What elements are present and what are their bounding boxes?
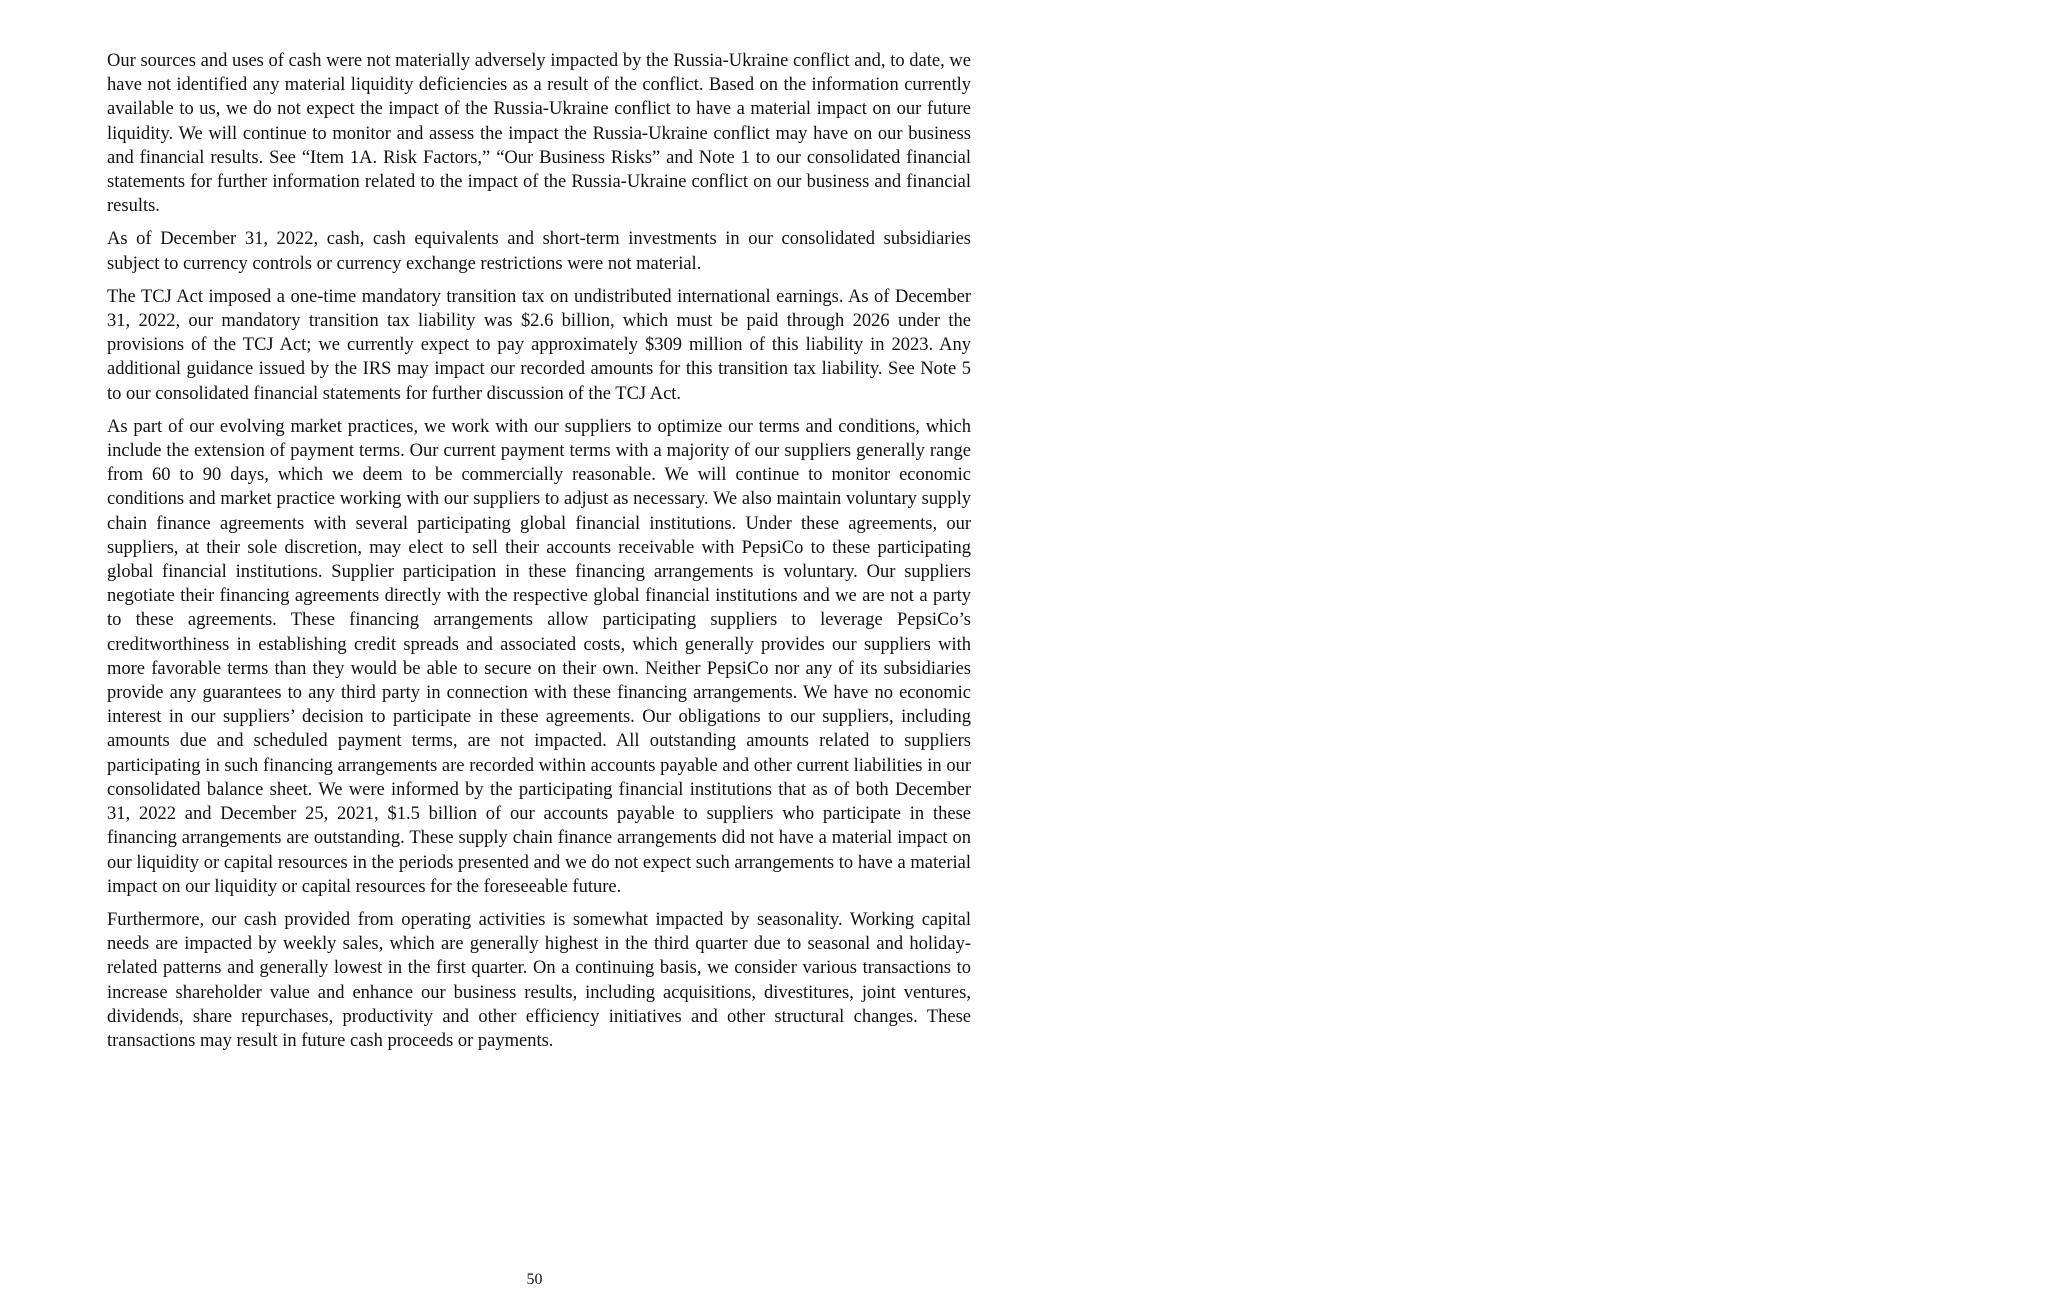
paragraph-currency-controls: As of December 31, 2022, cash, cash equivalents and short-term investments in our consolidated subsidiaries subject to currency controls or currency exchange restrictions were not material. bbox=[107, 229, 971, 274]
paragraph-tcj-act-transition-tax: The TCJ Act imposed a one-time mandatory transition tax on undistributed international earnings. As of December 31, 2022, our mandatory transition tax liability was $2.6 billion, which must be paid through 2026 under the provisions of the TCJ Act; we currently expect to pay approximately $309 million of this liability in 2023. Any additional guidance issued by the IRS may impact our recorded amounts for this transition tax liability. See Note 5 to our consolidated financial statements for further discussion of the TCJ Act. bbox=[107, 286, 971, 404]
document-body bbox=[107, 49, 971, 1062]
paragraph-russia-ukraine-liquidity: Our sources and uses of cash were not materially adversely impacted by the Russia-Ukraine conflict and, to date, we have not identified any material liquidity deficiencies as a result of the conflict. Based on the information currently available to us, we do not expect the impact of the Russia-Ukraine conflict to have a material impact on our future liquidity. We will continue to monitor and assess the impact the Russia-Ukraine conflict may have on our business and financial results. See “Item 1A. Risk Factors,” “Our Business Risks” and Note 1 to our consolidated financial statements for further information related to the impact of the Russia-Ukraine conflict on our business and financial results. bbox=[107, 51, 971, 217]
page-number: 50 bbox=[526, 1271, 543, 1288]
paragraph-supply-chain-finance: As part of our evolving market practices, we work with our suppliers to optimize our terms and conditions, which include the extension of payment terms. Our current payment terms with a majority of our suppliers generally range from 60 to 90 days, which we deem to be commercially reasonable. We will continue to monitor economic conditions and market practice working with our suppliers to adjust as necessary. We also maintain voluntary supply chain finance agreements with several participating global financial institutions. Under these agreements, our suppliers, at their sole discretion, may elect to sell their accounts receivable with PepsiCo to these participating global financial institutions. Supplier participation in these financing arrangements is voluntary. Our suppliers negotiate their financing agreements directly with the respective global financial institutions and we are not a party to these agreements. These financing arrangements allow participating suppliers to leverage PepsiCo’s creditworthiness in establishing credit spreads and associated costs, which generally provides our suppliers with more favorable terms than they would be able to secure on their own. Neither PepsiCo nor any of its subsidiaries provide any guarantees to any third party in connection with these financing arrangements. We have no economic interest in our suppliers’ decision to participate in these agreements. Our obligations to our suppliers, including amounts due and scheduled payment terms, are not impacted. All outstanding amounts related to suppliers participating in such financing arrangements are recorded within accounts payable and other current liabilities in our consolidated balance sheet. We were informed by the participating financial institutions that as of both December 31, 2022 and December 25, 2021, $1.5 billion of our accounts payable to suppliers who participate in these financing arrangements are outstanding. These supply chain finance arrangements did not have a material impact on our liquidity or capital resources in the periods presented and we do not expect such arrangements to have a material impact on our liquidity or capital resources for the foreseeable future. bbox=[107, 416, 971, 897]
paragraph-seasonality: Furthermore, our cash provided from operating activities is somewhat impacted by seasonality. Working capital needs are impacted by weekly sales, which are generally highest in the third quarter due to seasonal and holiday-related patterns and generally lowest in the first quarter. On a continuing basis, we consider various transactions to increase shareholder value and enhance our business results, including acquisitions, divestitures, joint ventures, dividends, share repurchases, productivity and other efficiency initiatives and other structural changes. These transactions may result in future cash proceeds or payments. bbox=[107, 909, 971, 1051]
